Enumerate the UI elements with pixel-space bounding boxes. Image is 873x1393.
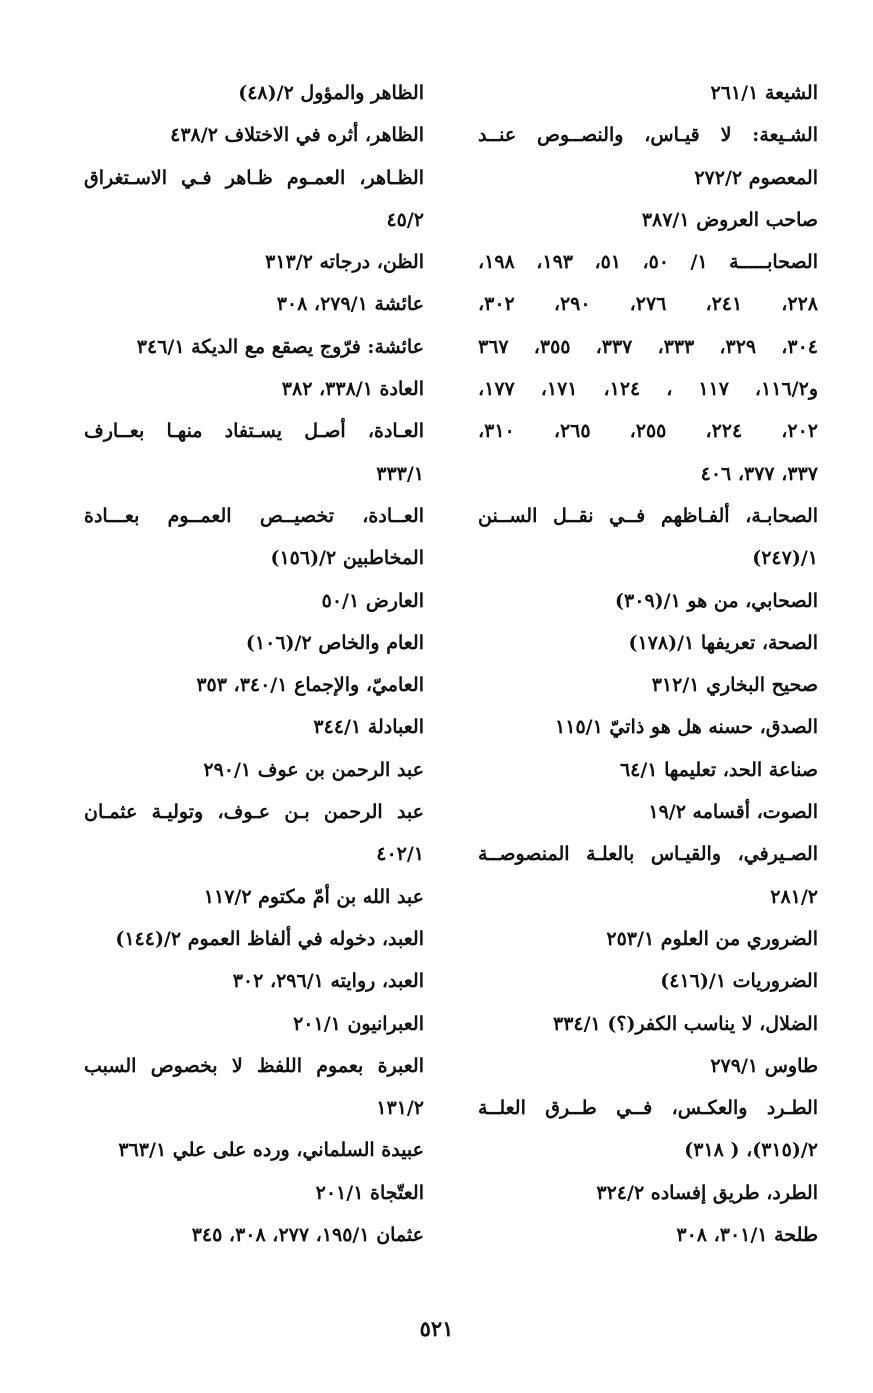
index-line: صحيح البخاري ٣١٢/١ (651, 674, 818, 697)
index-line: عبد الله بن أمّ مكتوم ١١٧/٢ (203, 885, 424, 908)
index-line: العارض ٥٠/١ (321, 589, 424, 612)
index-line: العاميّ، والإجماع ٣٤٠/١، ٣٥٣ (196, 674, 424, 697)
index-line: الصـيرفي، والقيـاس بالعلـة المنصوصــة (478, 843, 818, 866)
index-line: العبادلة ٣٤٤/١ (313, 716, 424, 739)
index-line: ٤٠٢/١ (376, 843, 424, 866)
index-line: ٣٣٧، ٣٧٧، ٤٠٦ (700, 462, 818, 485)
page-number: ٥٢١ (419, 1316, 454, 1341)
index-column-right (478, 72, 818, 1256)
index-line: ٢٨١/٢ (770, 885, 818, 908)
index-line: العـادة، أصـل يسـتفاد منهـا بعــارف (84, 420, 424, 443)
index-line: العام والخاص ٢/(١٠٦) (245, 631, 424, 654)
index-line: عائشة ٢٧٩/١، ٣٠٨ (276, 293, 424, 316)
index-line: الظن، درجاته ٣١٣/٢ (265, 251, 424, 274)
index-line: الصحابـــــة ١/ ٥٠، ٥١، ١٩٣، ١٩٨، (478, 251, 818, 274)
index-line: عثمان ١٩٥/١، ٢٧٧، ٣٠٨، ٣٤٥ (191, 1224, 424, 1247)
index-line: الضروريات ١/(٤١٦) (660, 970, 818, 993)
index-line: صناعة الحد، تعليمها ٦٤/١ (619, 758, 818, 781)
index-line: طاوس ٢٧٩/١ (710, 1054, 818, 1077)
index-line: العبرانيون ٢٠١/١ (293, 1012, 424, 1035)
index-line: العتّجاة ٢٠١/١ (315, 1181, 424, 1204)
index-line: الشيعة ٢٦١/١ (710, 82, 818, 104)
index-line: ٢/(٣١٥)، ( ٣١٨) (684, 1139, 818, 1162)
index-line: الظاهر، أثره في الاختلاف ٤٣٨/٢ (170, 124, 424, 147)
index-line: الشـيعة: لا قيـاس، والنصــوص عنــد (478, 124, 818, 147)
index-line: المعصوم ٢٧٢/٢ (694, 166, 818, 189)
index-line: العــادة، تخصيــص العمــوم بعـــادة (84, 504, 424, 527)
index-line: العادة ٣٣٨/١، ٣٨٢ (281, 378, 424, 401)
index-line: ٢٢٨، ٢٤١، ٢٧٦، ٢٩٠، ٣٠٢، (478, 293, 818, 316)
index-line: الصوت، أقسامه ١٩/٢ (648, 801, 818, 824)
index-line: الظاهر والمؤول ٢/(٤٨) (238, 82, 424, 104)
index-line: عائشة: فرّوج يصقع مع الديكة ٣٤٦/١ (136, 335, 424, 358)
index-line: العبرة بعموم اللفظ لا بخصوص السبب (84, 1054, 424, 1077)
index-line: صاحب العروض ٣٨٧/١ (641, 208, 818, 231)
index-line: الظـاهر، العمـوم ظـاهر فـي الاسـتغراق (84, 166, 424, 189)
index-line: المخاطبين ٢/(١٥٦) (270, 547, 424, 570)
index-line: الضروري من العلوم ٢٥٣/١ (606, 927, 818, 950)
index-line: ٣٣٣/١ (376, 462, 424, 485)
index-line: ٣٠٤، ٣٢٩، ٣٣٣، ٣٣٧، ٣٥٥، ٣٦٧ (478, 335, 818, 358)
index-line: العبد، دخوله في ألفاظ العموم ٢/(١٤٤) (115, 927, 424, 950)
index-line: عبد الرحمن بن عوف ٢٩٠/١ (203, 758, 424, 781)
index-line: عبيدة السلماني، ورده على علي ٣٦٣/١ (118, 1139, 424, 1162)
index-column-left (84, 72, 424, 1256)
index-line: طلحة ٣٠١/١، ٣٠٨ (676, 1224, 818, 1247)
index-line: عبد الرحمن بـن عـوف، وتوليـة عثمـان (84, 801, 424, 824)
index-line: ١٣١/٢ (376, 1097, 424, 1120)
index-line: الصحابـة، ألفـاظهم فــي نقــل الســنن (478, 504, 818, 527)
index-line: الصحابي، من هو ١/(٣٠٩) (615, 589, 818, 612)
index-line: العبد، روايته ٢٩٦/١، ٣٠٢ (232, 970, 424, 993)
index-line: الطـرد والعكـس، فــي طــرق العلــة (478, 1097, 818, 1120)
index-line: الصدق، حسنه هل هو ذاتيّ ١١٥/١ (555, 716, 818, 739)
index-line: و١١٦/٢، ١١٧ ، ١٢٤، ١٧١، ١٧٧، (478, 378, 818, 401)
index-line: الضلال، لا يناسب الكفر(؟) ٣٣٤/١ (553, 1012, 818, 1035)
index-line: ١/(٢٤٧) (752, 547, 818, 570)
index-line: الطرد، طريق إفساده ٣٢٤/٢ (596, 1181, 818, 1204)
index-line: ٤٥/٢ (386, 208, 424, 231)
index-line: ٢٠٢، ٢٢٤، ٢٥٥، ٢٦٥، ٣١٠، (478, 420, 818, 443)
index-line: الصحة، تعريفها ١/(١٧٨) (628, 631, 818, 654)
